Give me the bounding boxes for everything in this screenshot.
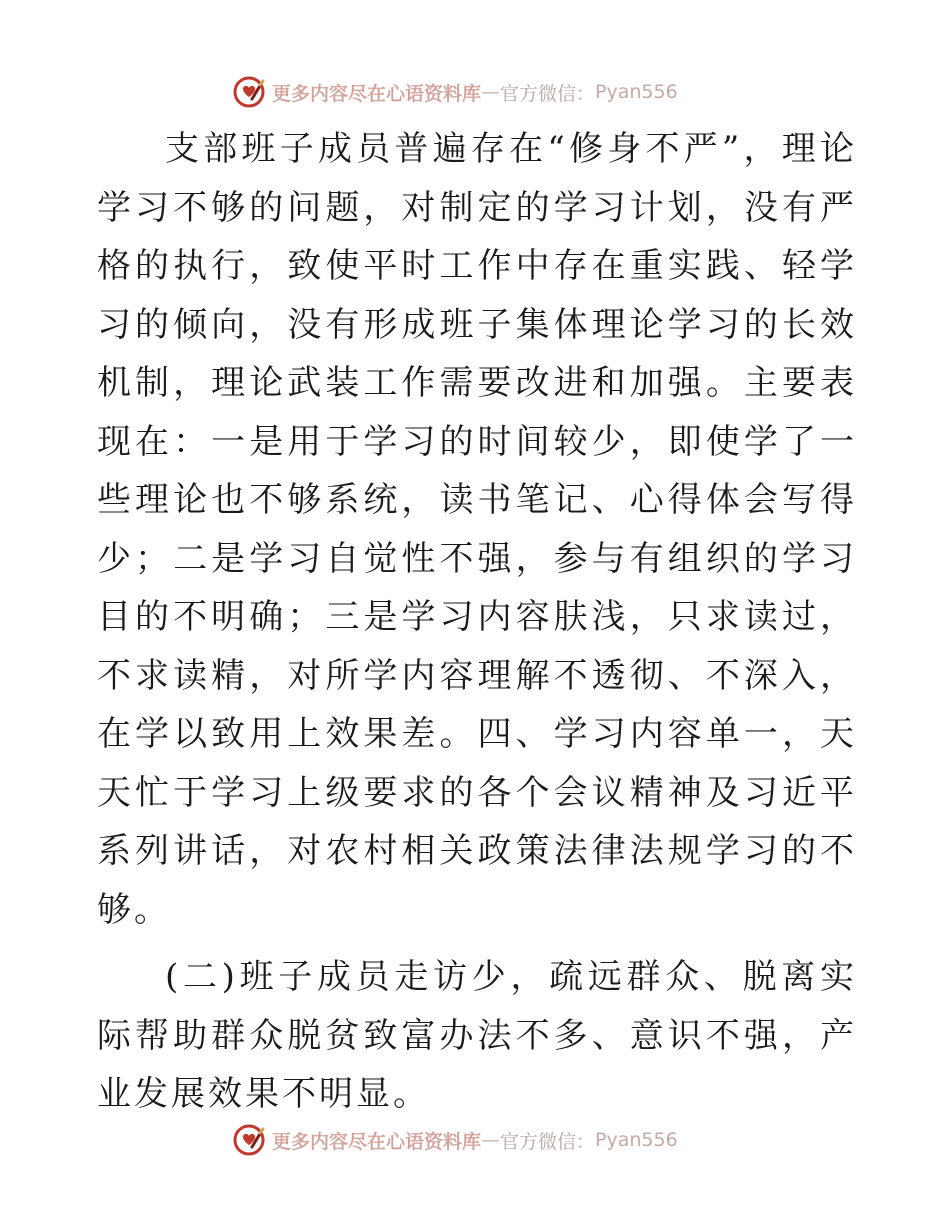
watermark-separator: — [481,81,501,103]
footer-watermark [232,1120,752,1160]
heart-pen-logo-icon [232,75,266,109]
paragraph-visit-issues: (二)班子成员走访少，疏远群众、脱离实际帮助群众脱贫致富办法不多、意识不强，产业发展效果不明显。 [97,957,857,1114]
document-body [97,120,857,1124]
heart-pen-logo-icon [232,1123,266,1157]
watermark-separator: — [481,1129,501,1151]
watermark-label: 官方微信： [500,1130,596,1153]
watermark-account: Pyan556 [595,81,678,103]
watermark-account: Pyan556 [595,1129,678,1151]
paragraph-study-issues: 支部班子成员普遍存在“修身不严”，理论学习不够的问题，对制定的学习计划，没有严格的执行，致使平时工作中存在重实践、轻学习的倾向，没有形成班子集体理论学习的长效机制，理论武装工作需要改进和加强。主要表现在：一是用于学习的时间较少，即使学了一些理论也不够系统，读书笔记、心得体会写得少；二是学习自觉性不强，参与有组织的学习目的不明确；三是学习内容肤浅，只求读过，不求读精，对所学内容理解不透彻、不深入，在学以致用上效果差。四、学习内容单一，天天忙于学习上级要求的各个会议精神及习近平系列讲话，对农村相关政策法律法规学习的不够。 [97,129,857,930]
header-watermark [232,72,752,112]
watermark-main-text: 更多内容尽在心语资料库 [272,1130,482,1153]
watermark-main-text: 更多内容尽在心语资料库 [272,82,482,105]
watermark-label: 官方微信： [500,82,596,105]
